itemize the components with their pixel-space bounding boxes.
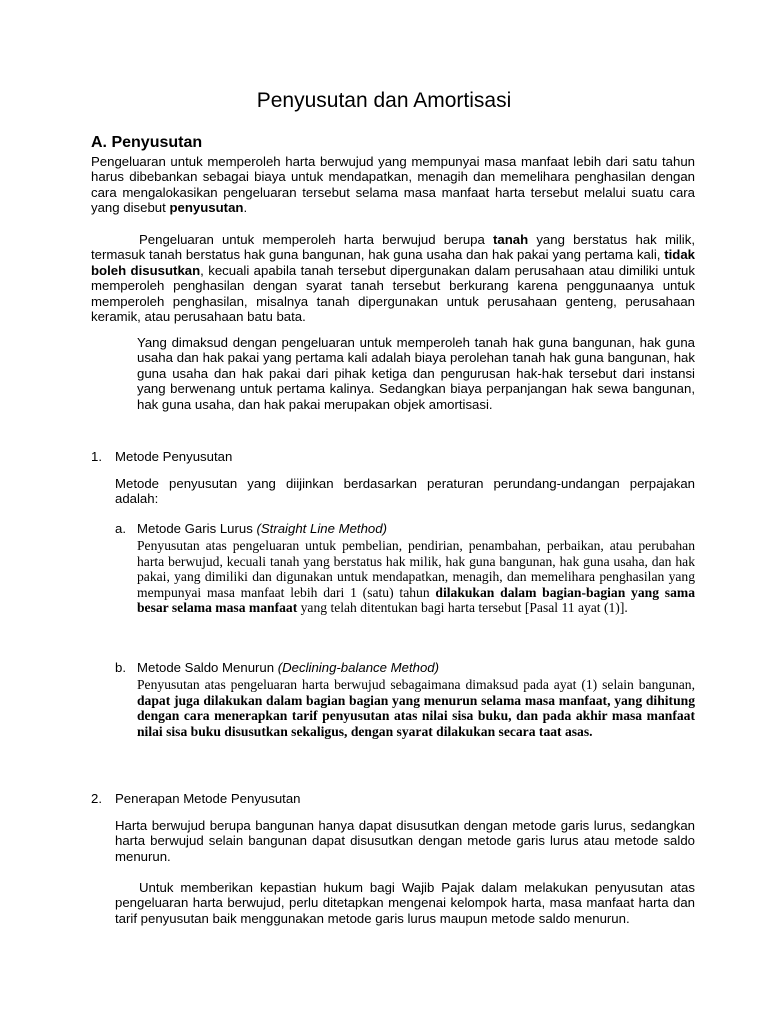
- sublist-label-italic: (Straight Line Method): [256, 521, 387, 536]
- paragraph-text: Pengeluaran untuk memperoleh harta berwujud berupa: [139, 232, 493, 247]
- paragraph-text: .: [243, 200, 248, 216]
- bold-term-penyusutan: penyusutan: [169, 200, 244, 216]
- bold-text: dilakukan dalam bagian-bagian yang sama besar selama masa manfaat: [137, 584, 695, 616]
- paragraph-text: Pengeluaran untuk memperoleh harta berwujud yang mempunyai masa manfaat lebih dari satu tahun harus dibebankan sebagai biaya untuk mendapatkan, menagih dan memelihara penghasilan dengan cara mengalokasikan pengeluaran tersebut selama masa manfaat harta tersebut melalui suatu cara yang disebut: [91, 154, 695, 216]
- paragraph-text: Penyusutan atas pengeluaran untuk pembelian, pendirian, penambahan, perbaikan, atau perubahan harta berwujud, kecuali tanah yang berstatus hak milik, hak guna bangunan, hak guna usaha, dan hak pakai, yang dimiliki dan digunakan untuk mendapatkan, menagih, dan memelihara penghasilan yang mempunyai masa manfaat lebih dari 1 (satu) tahun: [137, 538, 695, 600]
- document-title: Penyusutan dan Amortisasi: [256, 89, 512, 112]
- sublist-label: Metode Saldo Menurun: [137, 660, 278, 675]
- list-number-2: 2.: [91, 791, 102, 806]
- paragraph-text: Penyusutan atas pengeluaran harta berwujud sebagaimana dimaksud pada ayat (1) selain bangunan,: [137, 677, 695, 692]
- paragraph-text: yang berstatus hak milik, termasuk tanah berstatus hak guna bangunan, hak guna usaha dan hak pakai yang pertama kali,: [91, 232, 695, 263]
- sublist-label-italic: (Declining-balance Method): [277, 660, 440, 675]
- paragraph-text: , kecuali apabila tanah tersebut dipergunakan dalam perusahaan atau dimiliki untuk memperoleh penghasilan dengan syarat tanah tersebut berkurang karena penggunaanya untuk memperoleh penghasilan, misalnya tanah dipergunakan untuk perusahaan genteng, perusahaan keramik, atau perusahaan batu bata.: [91, 262, 695, 325]
- sublist-label: Metode Garis Lurus: [137, 521, 257, 536]
- paragraph-penerapan-2: Untuk memberikan kepastian hukum bagi Wajib Pajak dalam melakukan penyusutan atas pengeluaran harta berwujud, perlu ditetapkan mengenai kelompok harta, masa manfaat harta dan tarif penyusutan baik menggunakan metode garis lurus maupun metode saldo menurun.: [115, 880, 695, 926]
- bold-text: dapat juga dilakukan dalam bagian bagian yang menurun selama masa manfaat, yang dihitung dengan cara menerapkan tarif penyusutan atas nilai sisa buku, dan pada akhir masa manfaat nilai sisa buku disusutkan sekaligus, dengan syarat dilakukan secara taat asas.: [137, 692, 695, 739]
- sublist-item-garis-lurus: [137, 521, 387, 537]
- sublist-item-saldo-menurun: [137, 660, 439, 676]
- paragraph-tanah: [91, 232, 695, 324]
- paragraph-metode-intro: Metode penyusutan yang diijinkan berdasarkan peraturan perundang-undangan perpajakan adalah:: [115, 476, 695, 507]
- paragraph-penyusutan-definition: [91, 154, 695, 216]
- paragraph-text: yang telah ditentukan bagi harta tersebut [Pasal 11 ayat (1)].: [297, 600, 628, 616]
- paragraph-saldo-menurun: [137, 677, 695, 739]
- list-letter-a: a.: [115, 521, 126, 536]
- section-heading-penyusutan: A. Penyusutan: [91, 134, 203, 151]
- list-number-1: 1.: [91, 449, 102, 464]
- list-item-metode-penyusutan: Metode Penyusutan: [115, 449, 233, 464]
- paragraph-garis-lurus: [137, 538, 695, 616]
- bold-term-tidak-boleh-disusutkan: tidak boleh disusutkan: [91, 247, 695, 278]
- list-letter-b: b.: [115, 660, 126, 675]
- paragraph-hak-guna: Yang dimaksud dengan pengeluaran untuk memperoleh tanah hak guna bangunan, hak guna usaha dan hak pakai yang pertama kali adalah biaya perolehan tanah hak guna bangunan, hak guna usaha dan hak pakai dari pihak ketiga dan pengurusan hak-hak tersebut dari instansi yang berwenang untuk pertama kalinya. Sedangkan biaya perpanjangan hak sewa bangunan, hak guna usaha, dan hak pakai merupakan objek amortisasi.: [137, 335, 695, 412]
- bold-term-tanah: tanah: [493, 232, 529, 247]
- paragraph-penerapan-1: Harta berwujud berupa bangunan hanya dapat disusutkan dengan metode garis lurus, sedangkan harta berwujud selain bangunan dapat disusutkan dengan metode garis lurus atau metode saldo menurun.: [115, 818, 695, 864]
- list-item-penerapan-metode: Penerapan Metode Penyusutan: [115, 791, 301, 806]
